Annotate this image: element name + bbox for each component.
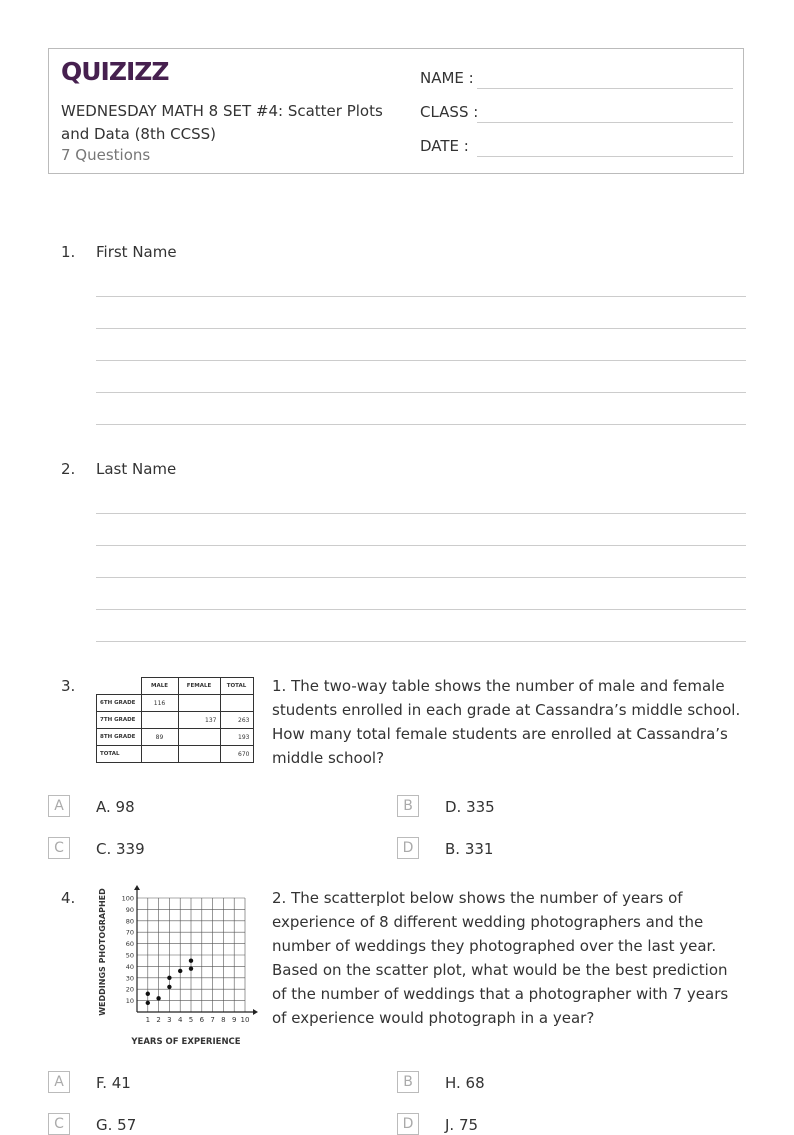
option-a-text[interactable]: F. 41	[96, 1074, 131, 1092]
y-tick-label: 90	[125, 905, 134, 914]
question-count: 7 Questions	[61, 146, 151, 164]
table-cell: 670	[220, 746, 253, 763]
scatter-point	[167, 985, 171, 989]
question-text: Last Name	[96, 460, 177, 478]
plot-axes	[134, 885, 258, 1015]
answer-line[interactable]	[96, 360, 746, 361]
option-d-text[interactable]: B. 331	[445, 840, 494, 858]
y-tick-label: 10	[125, 997, 134, 1006]
table-cell	[141, 712, 178, 729]
answer-line[interactable]	[96, 424, 746, 425]
y-tick-label: 70	[125, 928, 134, 937]
class-field[interactable]	[477, 122, 733, 123]
scatter-plot	[94, 884, 258, 1048]
table-cell: 193	[220, 729, 253, 746]
y-axis-arrow	[134, 885, 140, 890]
quizizz-logo: QUIZIZZ	[61, 57, 169, 86]
option-d-box[interactable]: D	[397, 1113, 419, 1135]
date-field[interactable]	[477, 156, 733, 157]
table-row-header: TOTAL	[97, 746, 142, 763]
table-cell	[220, 695, 253, 712]
y-tick-label: 30	[125, 974, 134, 983]
option-a-text[interactable]: A. 98	[96, 798, 135, 816]
answer-line[interactable]	[96, 296, 746, 297]
answer-line[interactable]	[96, 641, 746, 642]
table-cell	[141, 746, 178, 763]
option-b-text[interactable]: H. 68	[445, 1074, 485, 1092]
table-row-header: 7TH GRADE	[97, 712, 142, 729]
answer-line[interactable]	[96, 328, 746, 329]
option-c-box[interactable]: C	[48, 837, 70, 859]
x-tick-label: 8	[221, 1016, 226, 1024]
two-way-table	[96, 677, 254, 763]
table-col-header: MALE	[141, 678, 178, 695]
class-label: CLASS :	[420, 103, 479, 121]
option-d-box[interactable]: D	[397, 837, 419, 859]
answer-line[interactable]	[96, 577, 746, 578]
x-tick-label: 7	[210, 1016, 215, 1024]
x-tick-label: 3	[167, 1016, 172, 1024]
date-label: DATE :	[420, 137, 469, 155]
table-cell	[178, 746, 220, 763]
option-b-box[interactable]: B	[397, 1071, 419, 1093]
question-text: First Name	[96, 243, 177, 261]
option-a-box[interactable]: A	[48, 795, 70, 817]
worksheet-title: WEDNESDAY MATH 8 SET #4: Scatter Plots and Data (8th CCSS)	[61, 102, 383, 143]
table-cell	[178, 695, 220, 712]
answer-line[interactable]	[96, 392, 746, 393]
y-tick-label: 60	[125, 940, 134, 949]
question-text: 1. The two-way table shows the number of male and female students enrolled in each grade at Cassandra’s middle school. How many total female students are enrolled at Cassandra’s middle school?	[272, 677, 741, 767]
scatter-point	[189, 959, 193, 963]
option-d-text[interactable]: J. 75	[445, 1116, 479, 1134]
x-tick-label: 9	[231, 1016, 237, 1024]
question-text: 2. The scatterplot below shows the number of years of experience of 8 different wedding photographers and the number of weddings they photographed over the last year. Based on the scatter plot, what would be the best prediction of the number of weddings that a photographer with 7 years of experience would photograph in a year?	[272, 889, 729, 1027]
name-label: NAME :	[420, 69, 474, 87]
table-col-header: TOTAL	[220, 678, 253, 695]
option-c-text[interactable]: G. 57	[96, 1116, 137, 1134]
table-cell	[178, 729, 220, 746]
x-tick-label: 4	[177, 1016, 183, 1024]
scatter-point	[146, 992, 150, 996]
y-tick-label: 40	[125, 962, 134, 971]
x-tick-label: 6	[199, 1016, 205, 1024]
table-cell: 137	[178, 712, 220, 729]
option-a-box[interactable]: A	[48, 1071, 70, 1093]
plot-ticks	[122, 895, 250, 1025]
question-number: 2.	[61, 460, 76, 478]
y-tick-label: 100	[121, 894, 134, 903]
scatter-point	[167, 976, 171, 980]
two-way-table-image	[96, 677, 254, 763]
x-tick-label: 5	[188, 1016, 194, 1024]
option-c-text[interactable]: C. 339	[96, 840, 145, 858]
y-axis-label: WEDDINGS PHOTOGRAPHED	[98, 888, 107, 1016]
question-number: 4.	[61, 889, 76, 907]
table-row-header: 6TH GRADE	[97, 695, 142, 712]
table-col-header: FEMALE	[178, 678, 220, 695]
x-axis-label: YEARS OF EXPERIENCE	[131, 1037, 241, 1047]
option-b-text[interactable]: D. 335	[445, 798, 495, 816]
question-number: 1.	[61, 243, 76, 261]
answer-line[interactable]	[96, 513, 746, 514]
table-cell: 116	[141, 695, 178, 712]
answer-line[interactable]	[96, 609, 746, 610]
table-cell: 263	[220, 712, 253, 729]
scatter-point	[178, 969, 182, 973]
x-tick-label: 2	[156, 1016, 161, 1024]
table-row-header: 8TH GRADE	[97, 729, 142, 746]
option-c-box[interactable]: C	[48, 1113, 70, 1135]
answer-line[interactable]	[96, 545, 746, 546]
x-tick-label: 10	[240, 1016, 250, 1024]
scatter-point	[146, 1001, 150, 1005]
name-field[interactable]	[477, 88, 733, 89]
x-axis-arrow	[253, 1009, 258, 1015]
x-tick-label: 1	[145, 1016, 151, 1024]
table-cell: 89	[141, 729, 178, 746]
y-tick-label: 20	[125, 985, 134, 994]
scatter-point	[156, 996, 160, 1000]
option-b-box[interactable]: B	[397, 795, 419, 817]
y-tick-label: 50	[125, 951, 134, 960]
y-tick-label: 80	[125, 917, 134, 926]
plot-grid	[137, 898, 245, 1012]
scatter-point	[189, 966, 193, 970]
question-number: 3.	[61, 677, 76, 695]
